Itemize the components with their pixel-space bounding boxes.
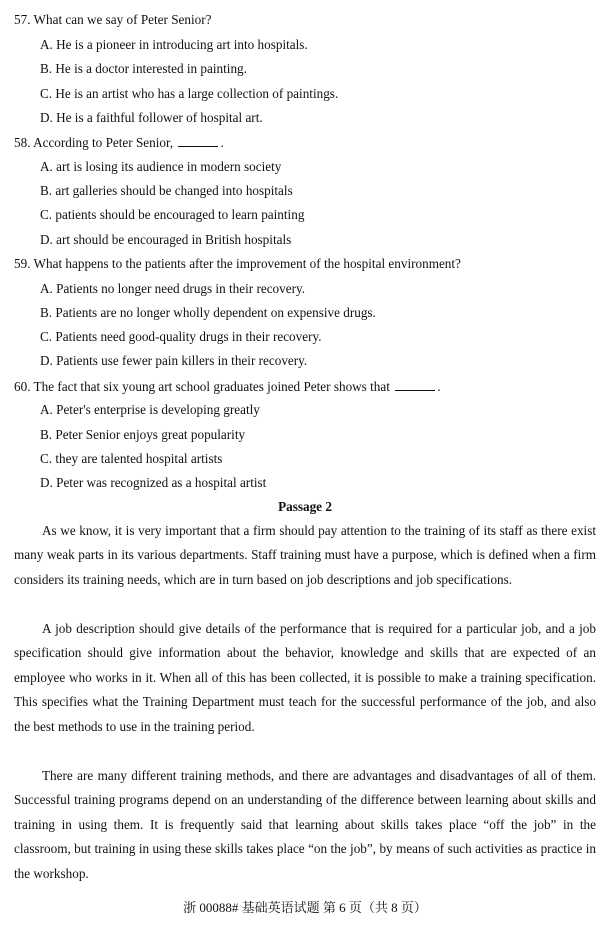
question-59-stem: 59. What happens to the patients after the improvement of the hospital environment? (14, 256, 461, 271)
question-60-option-c: C. they are talented hospital artists (40, 451, 223, 466)
passage-title: Passage 2 (278, 499, 332, 514)
question-57-stem: 57. What can we say of Peter Senior? (14, 12, 212, 27)
question-59-option-b: B. Patients are no longer wholly dependent on expensive drugs. (40, 305, 376, 320)
passage-paragraph-3: There are many different training methods, and there are advantages and disadvantages of all of them. Successful training programs depend on an understanding of the difference between learning about skills and training in using them. It is frequently said that learning about skills takes place “off the job” in the classroom, but training in using these skills takes place “on the job”, by means of such activities as practice in the workshop. (14, 768, 596, 881)
question-58-stem: 58. According to Peter Senior, . (14, 135, 224, 150)
passage-paragraph-1: As we know, it is very important that a firm should pay attention to the training of its staff as there exist many weak parts in its various departments. Staff training must have a purpose, which is defined when a firm considers its training needs, which are in turn based on job descriptions and job specifications. (14, 523, 596, 587)
question-59-option-c: C. Patients need good-quality drugs in their recovery. (40, 329, 322, 344)
question-57-option-c: C. He is an artist who has a large collection of paintings. (40, 86, 339, 101)
question-58-option-b: B. art galleries should be changed into hospitals (40, 183, 293, 198)
question-57-option-b: B. He is a doctor interested in painting. (40, 61, 247, 76)
question-59-option-d: D. Patients use fewer pain killers in their recovery. (40, 353, 308, 368)
passage-paragraph-2: A job description should give details of the performance that is required for a particular job, and a job specification should give information about the behavior, knowledge and skills that are expected of an employee who works in it. When all of this has been collected, it is possible to make a training specification. This specifies what the Training Department must teach for the successful performance of the job, and also the best methods to use in the training period. (14, 621, 596, 734)
page-footer: 浙 00088# 基础英语试题 第 6 页（共 8 页） (183, 900, 427, 915)
question-58-option-c: C. patients should be encouraged to learn painting (40, 207, 305, 222)
question-57-option-d: D. He is a faithful follower of hospital art. (40, 110, 263, 125)
question-57-option-a: A. He is a pioneer in introducing art into hospitals. (40, 37, 308, 52)
question-60-option-a: A. Peter's enterprise is developing greatly (40, 402, 260, 417)
question-58-option-a: A. art is losing its audience in modern society (40, 159, 282, 174)
question-60-option-b: B. Peter Senior enjoys great popularity (40, 427, 246, 442)
question-60-option-d: D. Peter was recognized as a hospital artist (40, 475, 267, 490)
question-59-option-a: A. Patients no longer need drugs in their recovery. (40, 281, 306, 296)
answer-blank (395, 378, 435, 391)
question-60-stem: 60. The fact that six young art school graduates joined Peter shows that . (14, 379, 441, 394)
answer-blank (178, 134, 218, 147)
question-58-option-d: D. art should be encouraged in British hospitals (40, 232, 292, 247)
